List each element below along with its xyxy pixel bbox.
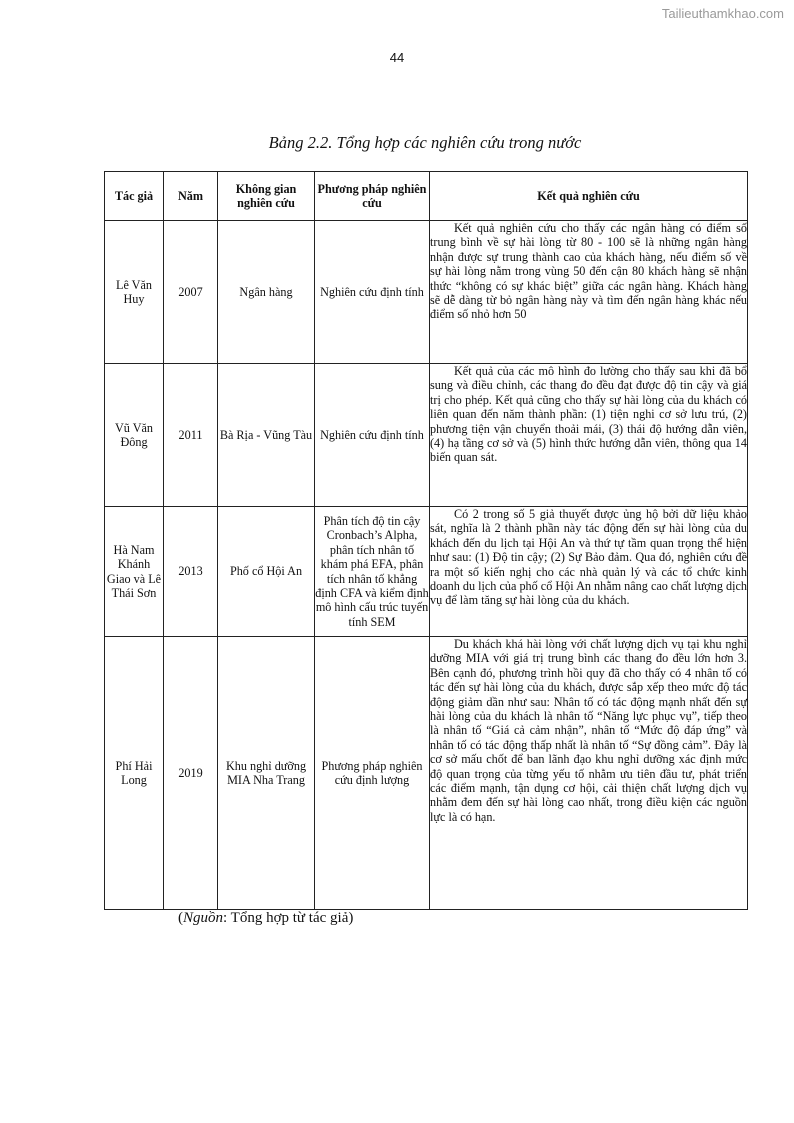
method-cell: Phương pháp nghiên cứu định lượng (315, 637, 430, 910)
result-text: Có 2 trong số 5 giả thuyết được ủng hộ bởi dữ liệu khảo sát, nghĩa là 2 thành phần này tác động đến sự hài lòng của du khách đến du lịch tại Hội An và thứ tự tầm quan trọng thể hiện như sau: (1) Độ tin cậy; (2) Sự Bảo đảm. Qua đó, nghiên cứu đề ra một số kiến nghị cho các nhà quản lý và các tổ chức kinh doanh du lịch của phố cổ Hội An nhằm nâng cao chất lượng dịch vụ để làm tăng sự hài lòng của du khách. (430, 507, 747, 608)
author-cell: Phí Hải Long (105, 637, 164, 910)
author-cell: Lê Văn Huy (105, 221, 164, 364)
year-cell: 2007 (164, 221, 218, 364)
header-year: Năm (164, 172, 218, 221)
result-cell (430, 507, 748, 637)
table-row (105, 507, 748, 637)
result-cell (430, 221, 748, 364)
page-number: 44 (389, 50, 405, 65)
watermark: Tailieuthamkhao.com (661, 6, 784, 21)
table-row (105, 637, 748, 910)
header-author: Tác giả (105, 172, 164, 221)
method-cell: Nghiên cứu định tính (315, 221, 430, 364)
year-cell: 2019 (164, 637, 218, 910)
space-cell: Phố cổ Hội An (218, 507, 315, 637)
author-cell: Hà Nam Khánh Giao và Lê Thái Sơn (105, 507, 164, 637)
header-method: Phương pháp nghiên cứu (315, 172, 430, 221)
result-text: Kết quả của các mô hình đo lường cho thấy sau khi đã bổ sung và điều chỉnh, các thang đo đều đạt được độ tin cậy và giá trị cho phép. Kết quả cũng cho thấy sự hài lòng của du khách có liên quan đến năm thành phần: (1) tiện nghi cơ sở lưu trú, (2) phương tiện vận chuyển thoải mái, (3) thái độ hướng dẫn viên, (4) hạ tầng cơ sở và (5) hình thức hướng dẫn viên, thông qua 14 biến quan sát. (430, 364, 747, 465)
author-cell: Vũ Văn Đông (105, 364, 164, 507)
result-text: Du khách khá hài lòng với chất lượng dịch vụ tại khu nghỉ dưỡng MIA với giá trị trung bình các thang đo đều lớn hơn 3. Bên cạnh đó, phương trình hồi quy đã cho thấy có 4 nhân tố có tác đến sự hài lòng của du khách, được sắp xếp theo mức độ tác động giảm dần như sau: Nhân tố có tác động mạnh nhất đến sự hài lòng của du khách là nhân tố “Năng lực phục vụ”, tiếp theo là nhân tố “Giá cả cảm nhận”, nhân tố “Mức độ đáp ứng” và nhân tố có tác động thấp nhất là nhân tố “Sự đồng cảm”. Đây là cơ sở mấu chốt để ban lãnh đạo khu nghỉ dưỡng xác định mức độ quan trọng của từng yếu tố nhằm ưu tiên đầu tư, phát triển các điểm mạnh, tận dụng cơ hội, cải thiện chất lượng dịch vụ nhằm đem đến sự hài lòng cao nhất, trong điều kiện các nguồn lực là có hạn. (430, 637, 747, 824)
header-space: Không gian nghiên cứu (218, 172, 315, 221)
table-caption: Bảng 2.2. Tổng hợp các nghiên cứu trong nước (268, 133, 582, 152)
source-open: ( (178, 910, 183, 926)
method-cell: Nghiên cứu định tính (315, 364, 430, 507)
space-cell: Bà Rịa - Vũng Tàu (218, 364, 315, 507)
method-cell: Phân tích độ tin cậy Cronbach’s Alpha, phân tích nhân tố khám phá EFA, phân tích nhân tố khẳng định CFA và kiểm định mô hình cấu trúc tuyến tính SEM (315, 507, 430, 637)
research-summary-table (104, 171, 748, 910)
source-label: Nguồn (183, 910, 224, 926)
table-header-row (105, 172, 748, 221)
source-text: : Tổng hợp từ tác giả) (223, 910, 354, 926)
header-result: Kết quả nghiên cứu (430, 172, 748, 221)
space-cell: Ngân hàng (218, 221, 315, 364)
table-row (105, 221, 748, 364)
result-cell (430, 637, 748, 910)
year-cell: 2013 (164, 507, 218, 637)
year-cell: 2011 (164, 364, 218, 507)
result-text: Kết quả nghiên cứu cho thấy các ngân hàng có điểm số trung bình về sự hài lòng từ 80 - 100 sẽ là những ngân hàng nhận được sự trung thành cao của khách hàng, nếu điểm số về sự hài lòng nằm trong vùng 50 đến cận 80 khách hàng sẽ nhận thức “không có sự khác biệt” giữa các ngân hàng. Khách hàng sẽ dễ dàng từ bỏ ngân hàng này và tìm đến ngân hàng khác nếu điểm số nhỏ hơn 50 (430, 221, 747, 322)
result-cell (430, 364, 748, 507)
space-cell: Khu nghỉ dưỡng MIA Nha Trang (218, 637, 315, 910)
table-row (105, 364, 748, 507)
source-note (178, 910, 353, 927)
